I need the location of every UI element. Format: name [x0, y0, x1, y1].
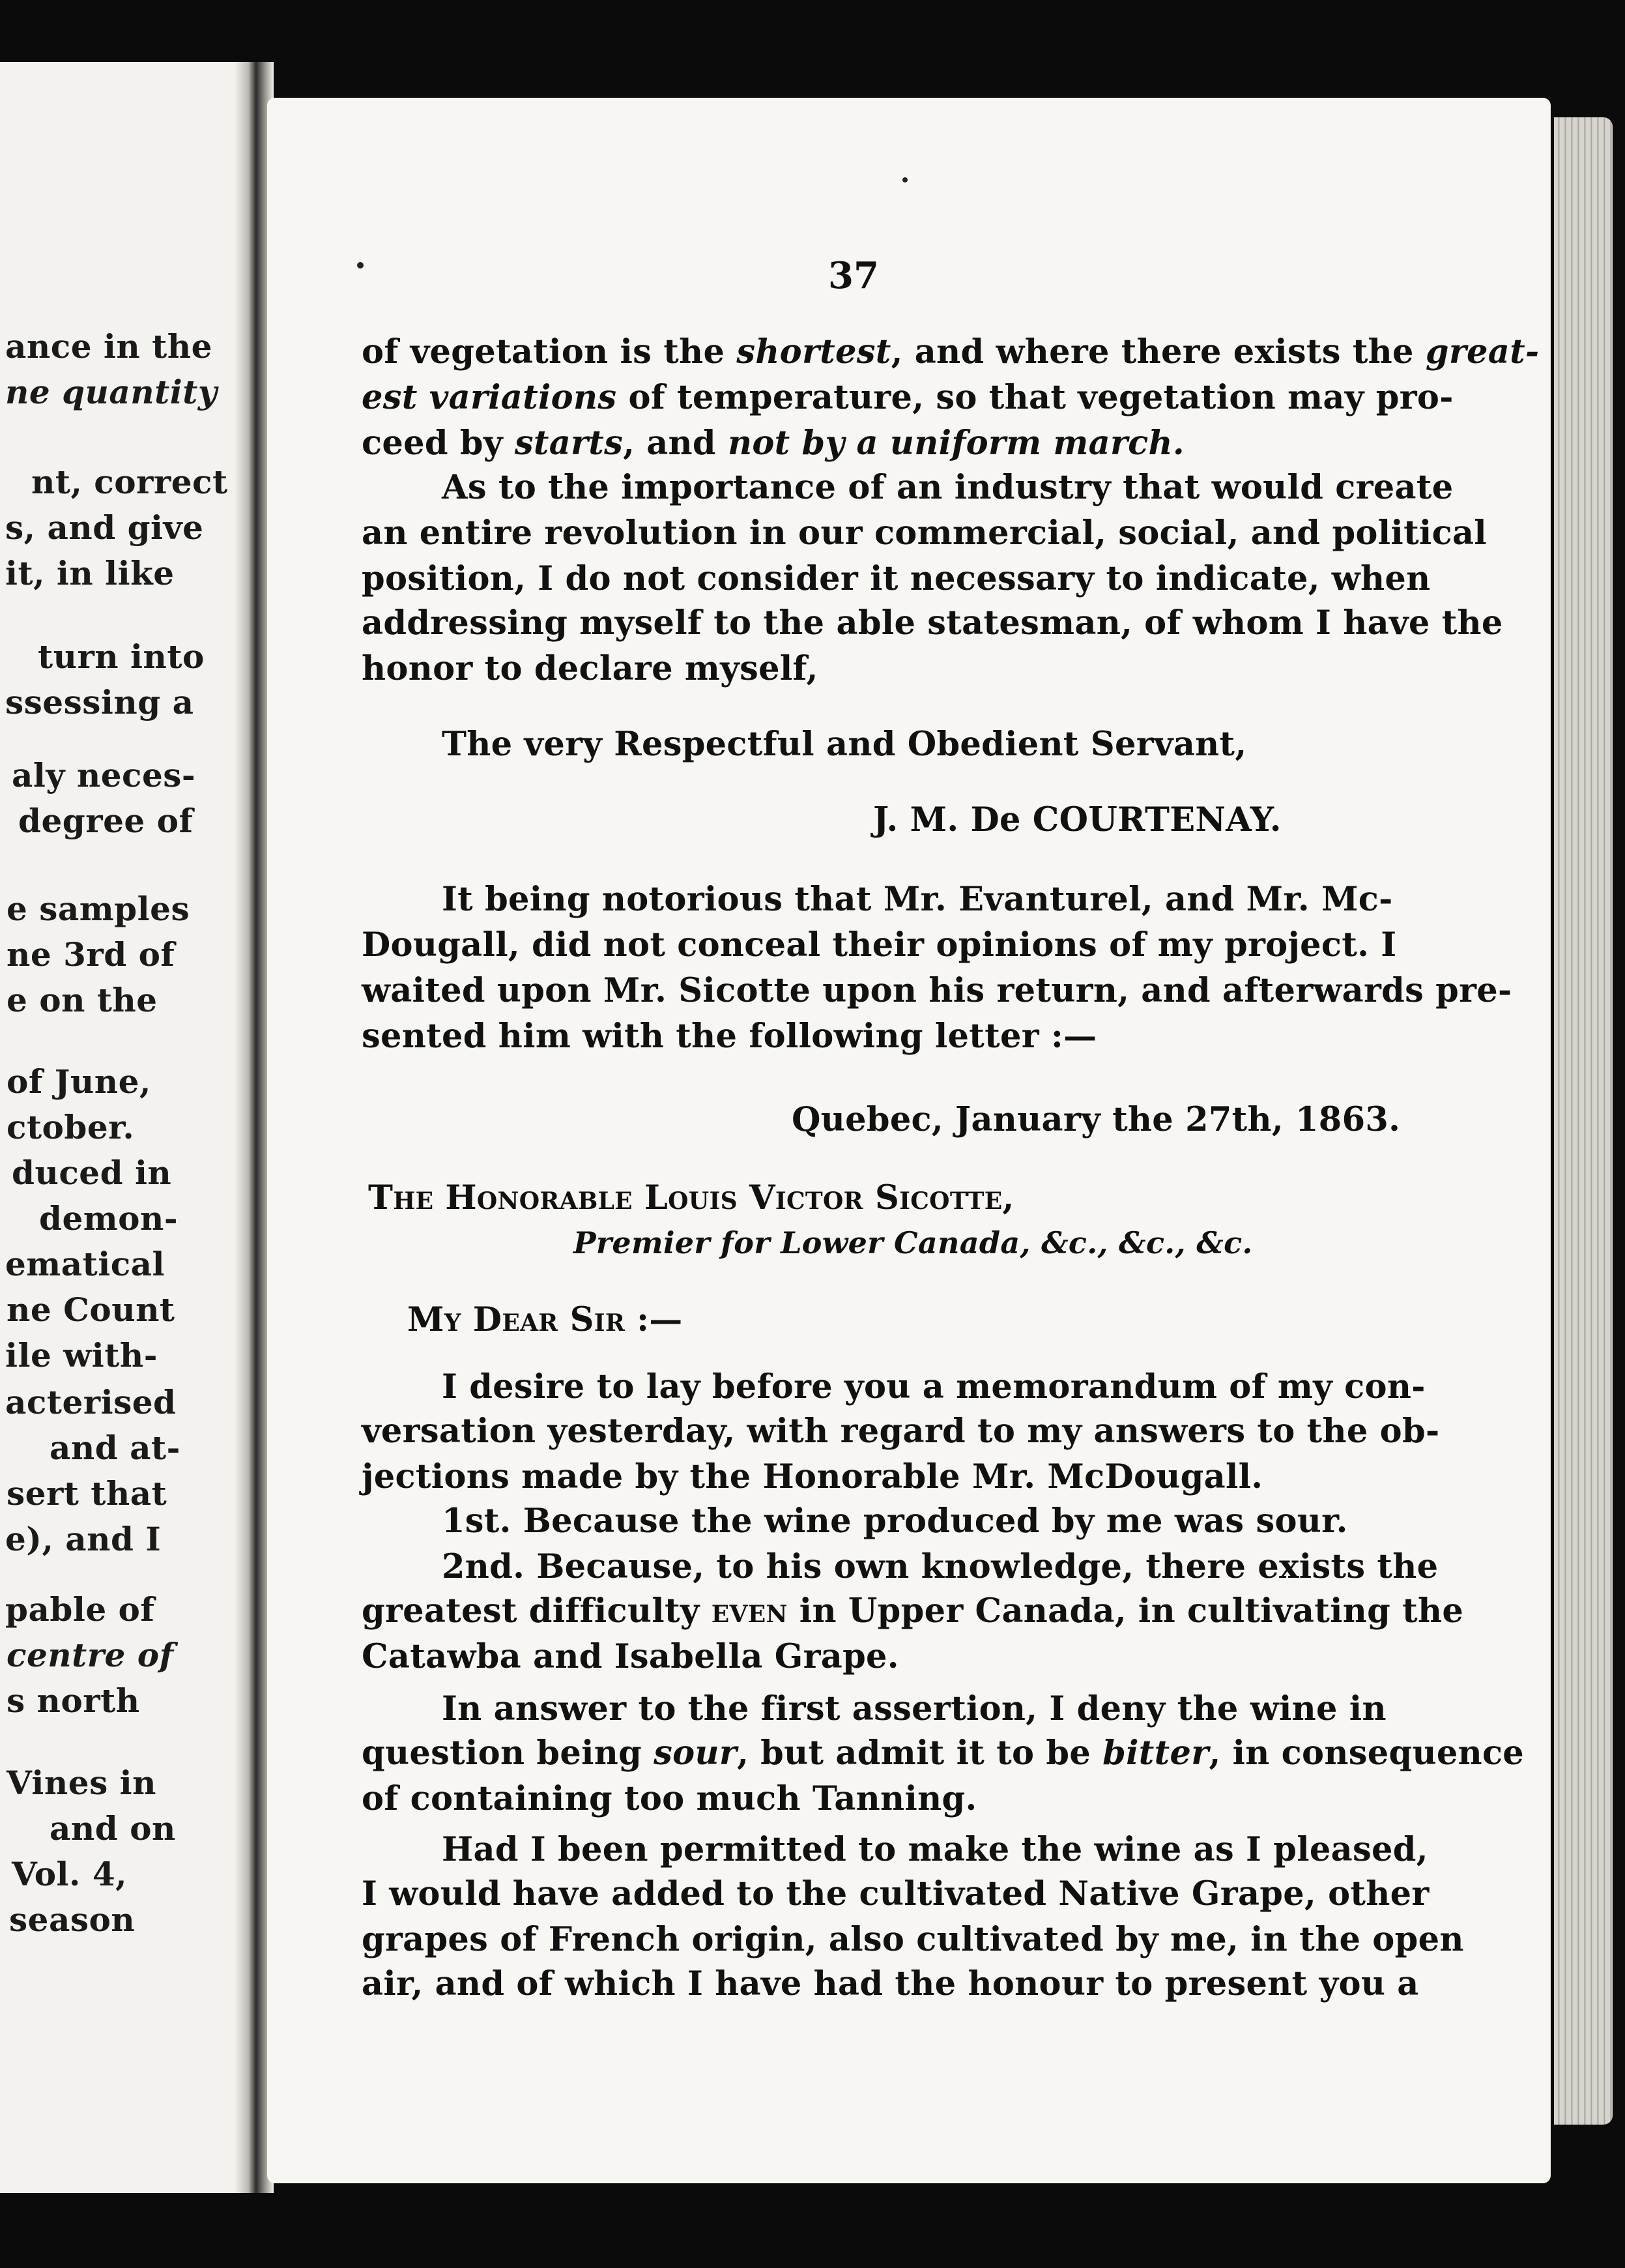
facing-page-line: aly neces- [12, 756, 196, 794]
facing-page-line: ctober. [7, 1108, 135, 1146]
list-item: 1st. Because the wine produced by me was sour. [442, 1502, 1348, 1541]
closing-line: The very Respectful and Obedient Servant, [442, 725, 1247, 764]
facing-page-line: ne 3rd of [7, 935, 175, 974]
facing-page-line: duced in [12, 1154, 172, 1192]
facing-page-line: centre of [7, 1636, 174, 1674]
facing-page-line: e), and I [5, 1520, 162, 1558]
facing-page-line: acterised [5, 1383, 177, 1421]
text-line: I desire to lay before you a memorandum of my con- [442, 1367, 1426, 1406]
text-line: position, I do not consider it necessary to indicate, when [362, 559, 1431, 598]
facing-page-line: it, in like [5, 554, 175, 592]
facing-page-line: s, and give [5, 508, 204, 547]
text-line: waited upon Mr. Sicotte upon his return, and afterwards pre- [362, 971, 1512, 1010]
text-line: honor to declare myself, [362, 649, 818, 688]
text-line: an entire revolution in our commercial, social, and political [362, 514, 1487, 553]
speck-mark [902, 177, 908, 182]
text-line: I would have added to the cultivated Native Grape, other [362, 1874, 1430, 1913]
facing-page-line: ssessing a [5, 683, 194, 721]
signature: J. M. De COURTENAY. [873, 800, 1282, 839]
facing-page-line: ile with- [5, 1336, 158, 1374]
text-line: Dougall, did not conceal their opinions of my project. I [362, 925, 1397, 965]
list-item: 2nd. Because, to his own knowledge, there exists the [442, 1547, 1439, 1586]
facing-page-line: e samples [7, 890, 190, 928]
facing-page-line: Vines in [7, 1764, 156, 1802]
text-line: Had I been permitted to make the wine as I pleased, [442, 1830, 1428, 1869]
page-number: 37 [828, 254, 879, 297]
salutation: My Dear Sir :— [407, 1300, 683, 1339]
text-line: ceed by starts, and not by a uniform march. [362, 424, 1185, 463]
addressee-title: Premier for Lower Canada, &c., &c., &c. [573, 1225, 1253, 1260]
text-line: of containing too much Tanning. [362, 1779, 977, 1818]
text-line: versation yesterday, with regard to my answers to the ob- [362, 1412, 1440, 1451]
facing-page-line: turn into [38, 637, 205, 676]
facing-page-line: ance in the [5, 327, 212, 366]
facing-page-line: sert that [7, 1474, 167, 1513]
facing-page-line: s north [7, 1681, 140, 1720]
facing-page-line: nt, correct [31, 463, 228, 501]
text-line: addressing myself to the able statesman, of whom I have the [362, 603, 1503, 643]
text-line: sented him with the following letter :— [362, 1017, 1097, 1056]
text-line: grapes of French origin, also cultivated by me, in the open [362, 1920, 1464, 1959]
dateline: Quebec, January the 27th, 1863. [792, 1100, 1401, 1139]
text-line: question being sour, but admit it to be bitter, in consequence [362, 1734, 1525, 1773]
page-edges [1554, 117, 1613, 2125]
text-line: In answer to the first assertion, I deny the wine in [442, 1689, 1387, 1728]
text-line: Catawba and Isabella Grape. [362, 1637, 899, 1676]
text-line: jections made by the Honorable Mr. McDougall. [362, 1457, 1263, 1496]
facing-page-line: demon- [39, 1199, 179, 1238]
facing-page-line: ne quantity [5, 373, 218, 411]
facing-page [0, 62, 261, 2193]
text-line: greatest difficulty even in Upper Canada, in cultivating the [362, 1592, 1464, 1631]
addressee: The Honorable Louis Victor Sicotte, [368, 1178, 1014, 1217]
speck-mark [357, 262, 364, 269]
facing-page-line: Vol. 4, [12, 1855, 128, 1893]
text-line: It being notorious that Mr. Evanturel, and Mr. Mc- [442, 880, 1393, 919]
facing-page-line: season [9, 1900, 136, 1939]
facing-page-line: pable of [5, 1590, 155, 1629]
facing-page-line: e on the [7, 981, 158, 1019]
facing-page-line: and at- [50, 1429, 180, 1467]
text-line: air, and of which I have had the honour to present you a [362, 1964, 1419, 2003]
text-line: As to the importance of an industry that would create [442, 468, 1454, 507]
facing-page-line: ne Count [7, 1290, 175, 1329]
text-line: est variations of temperature, so that vegetation may pro- [362, 378, 1454, 417]
facing-page-line: of June, [7, 1062, 151, 1101]
facing-page-line: and on [50, 1809, 176, 1848]
facing-page-line: degree of [18, 802, 194, 840]
text-line: of vegetation is the shortest, and where there exists the great- [362, 332, 1540, 371]
facing-page-line: ematical [5, 1245, 165, 1283]
